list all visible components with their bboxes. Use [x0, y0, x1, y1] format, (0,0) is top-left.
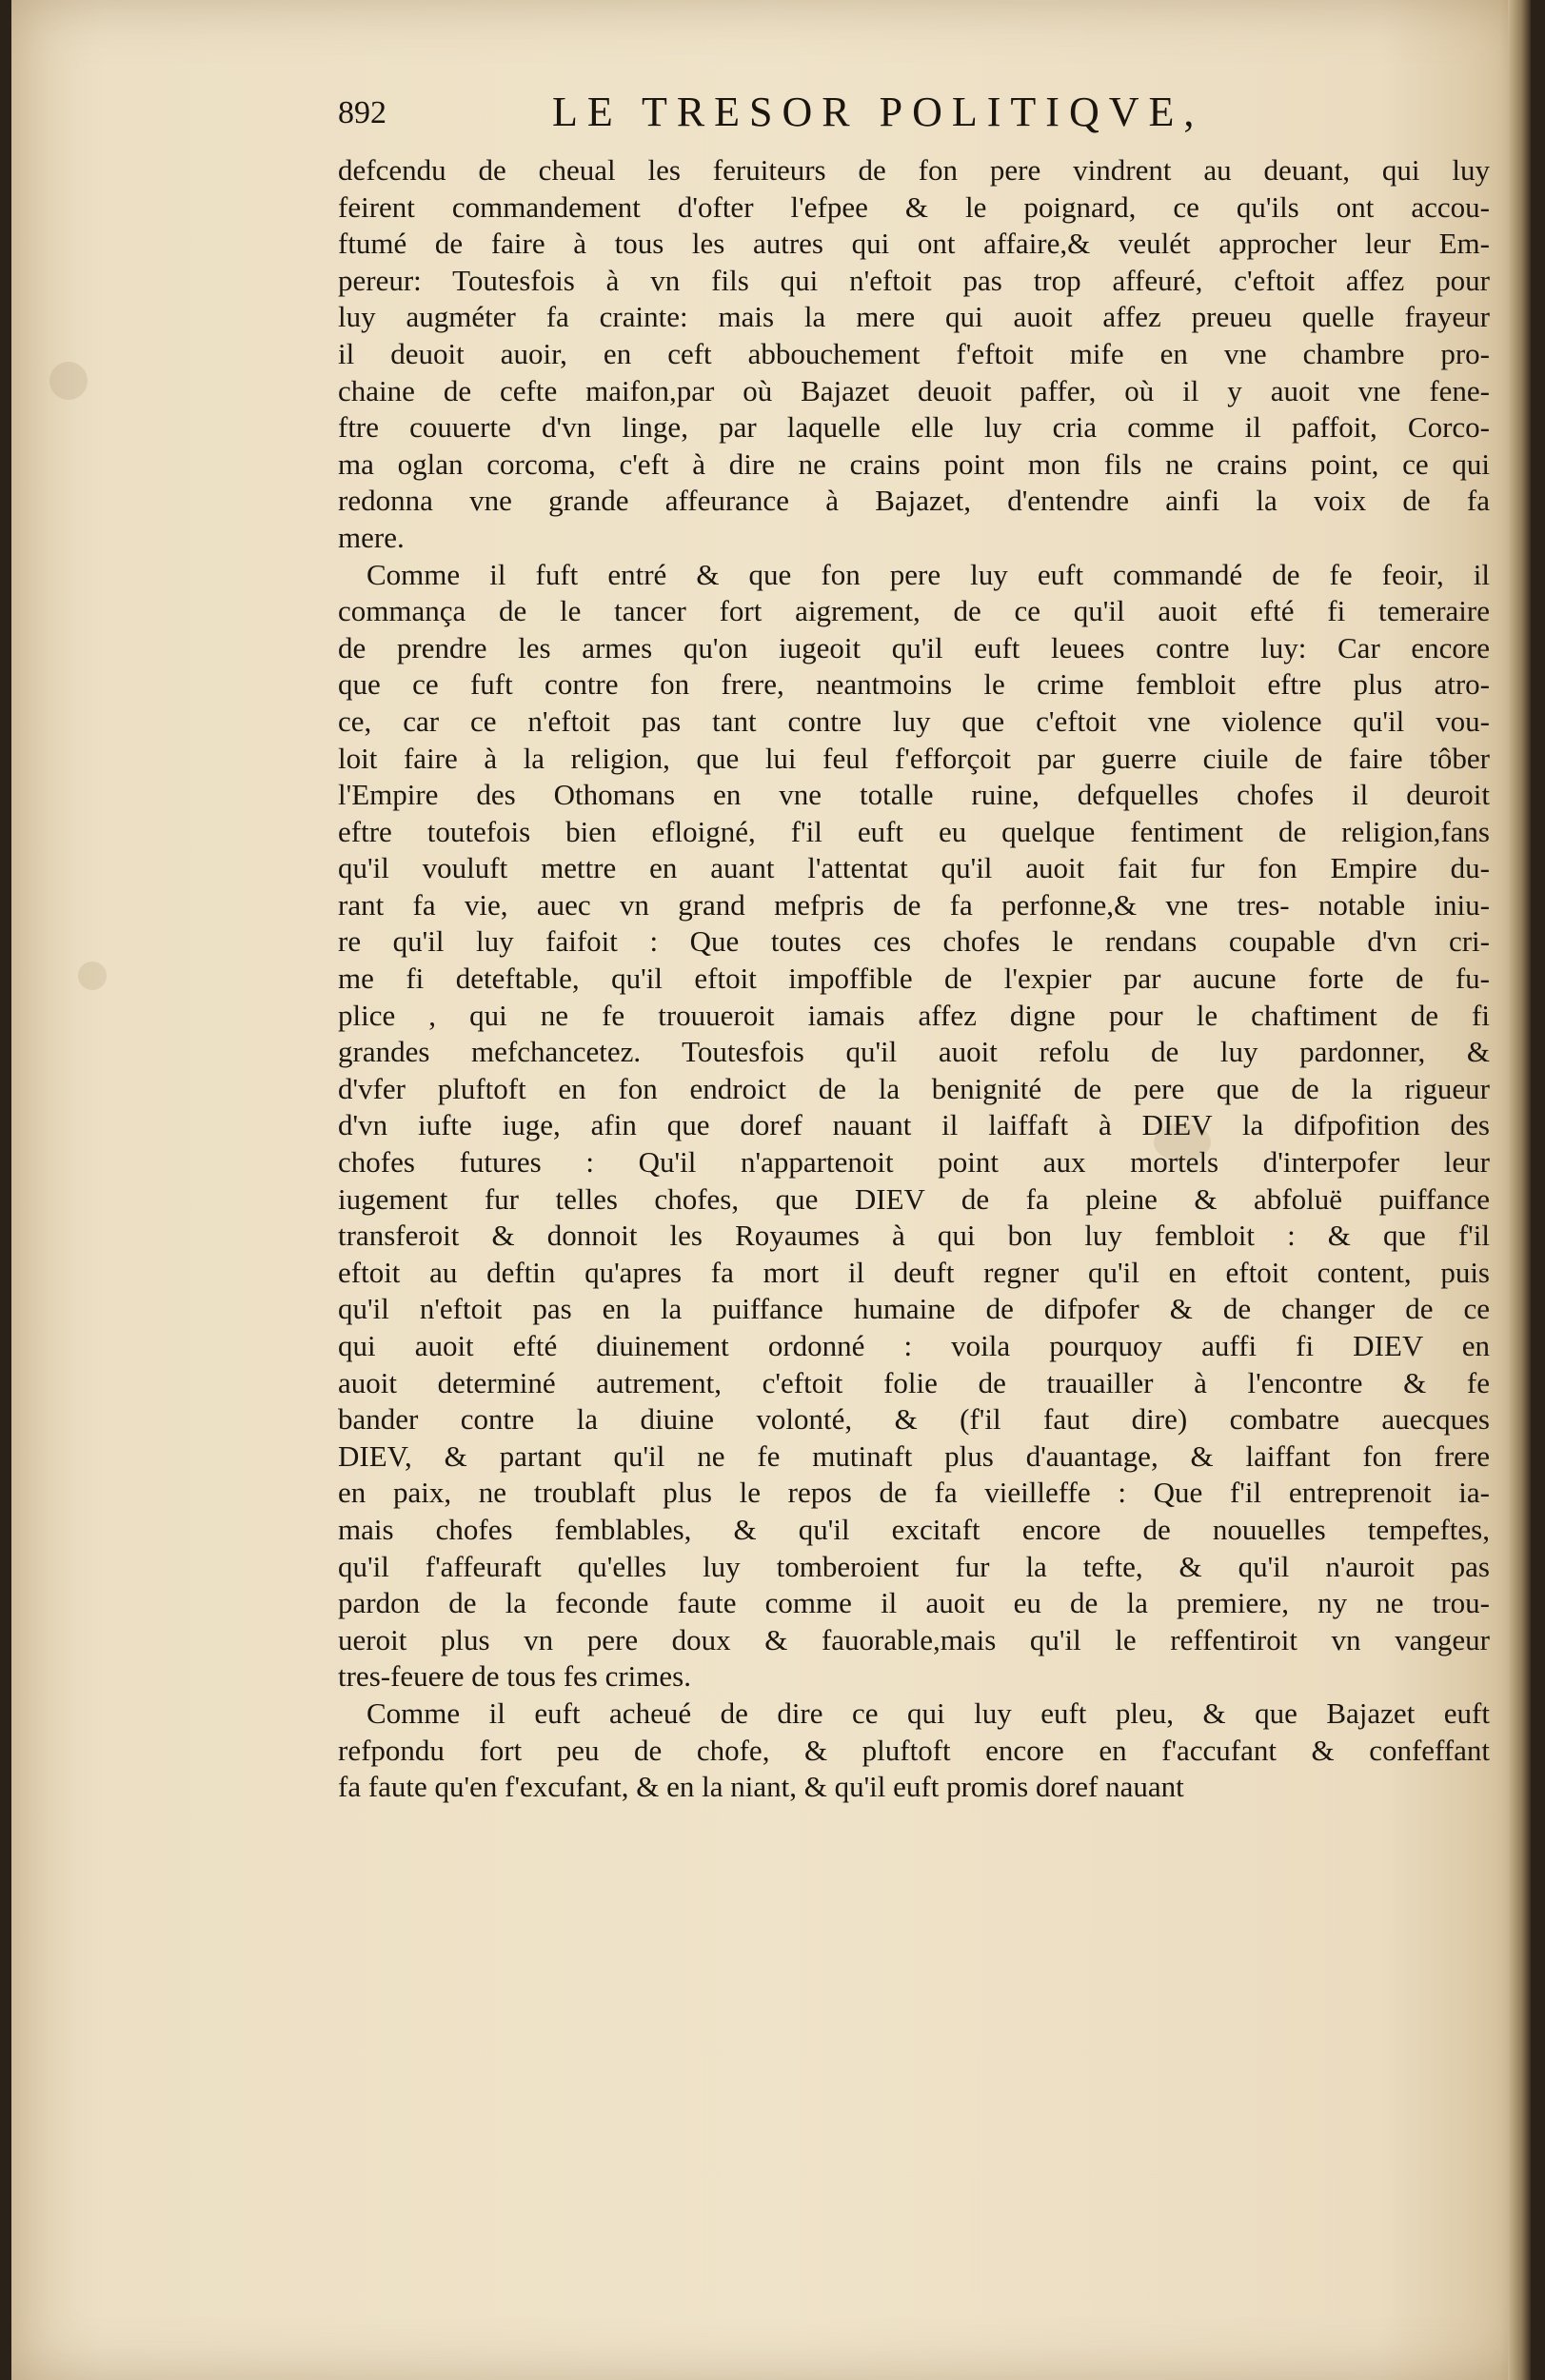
- text-line: qu'il n'eftoit pas en la puiffance humaine de difpofer & de changer de ce: [338, 1292, 1490, 1326]
- text-line: d'vfer pluftoft en fon endroict de la benignité de pere que de la rigueur: [338, 1071, 1490, 1105]
- text-line: plice , qui ne fe trouueroit iamais affez digne pour le chaftiment de fi: [338, 998, 1490, 1032]
- text-line: tres-feuere de tous fes crimes.: [338, 1659, 691, 1694]
- text-line: ma oglan corcoma, c'eft à dire ne crains point mon fils ne crains point, ce qui: [338, 446, 1490, 481]
- text-line: iugement fur telles chofes, que DIEV de fa pleine & abfoluë puiffance: [338, 1181, 1490, 1216]
- text-line: qui auoit efté diuinement ordonné : voila pourquoy auffi fi DIEV en: [338, 1329, 1490, 1362]
- text-line: re qu'il luy faifoit : Que toutes ces chofes le rendans coupable d'vn cri-: [338, 924, 1490, 959]
- text-line: redonna vne grande affeurance à Bajazet, d'entendre ainfi la voix de fa: [338, 484, 1490, 518]
- text-line: pereur: Toutesfois à vn fils qui n'eftoit pas trop affeuré, c'eftoit affez pour: [338, 263, 1490, 297]
- text-line: d'vn iufte iuge, afin que doref nauant il laiffaft à DIEV la difpofition des: [338, 1108, 1490, 1142]
- text-line: grandes mefchancetez. Toutesfois qu'il auoit refolu de luy pardonner, &: [338, 1035, 1490, 1069]
- paragraph: [338, 152, 1490, 557]
- running-title: LE TRESOR POLITIQVE,: [552, 89, 1204, 135]
- text-line: me fi deteftable, qu'il eftoit impoffible de l'expier par aucune forte de fu-: [338, 962, 1490, 996]
- text-line: mere.: [338, 520, 405, 554]
- text-line: transferoit & donnoit les Royaumes à qui bon luy fembloit : & que f'il: [338, 1219, 1490, 1253]
- text-line: bander contre la diuine volonté, & (f'il faut dire) combatre auecques: [338, 1402, 1490, 1437]
- text-line: qu'il f'affeuraft qu'elles luy tomberoient fur la tefte, & qu'il n'auroit pas: [338, 1549, 1490, 1583]
- body-text: [338, 152, 1490, 1806]
- text-line: qu'il vouluft mettre en auant l'attentat qu'il auoit fait fur fon Empire du-: [338, 851, 1490, 885]
- page-header: [338, 88, 1490, 149]
- text-line: eftre toutefois bien efloigné, f'il euft eu quelque fentiment de religion,fans: [338, 814, 1490, 848]
- paragraph: [338, 557, 1490, 1696]
- text-line: DIEV, & partant qu'il ne fe mutinaft plus d'auantage, & laiffant fon frere: [338, 1438, 1490, 1473]
- text-line: mais chofes femblables, & qu'il excitaft encore de nouuelles tempeftes,: [338, 1512, 1490, 1546]
- text-line: eftoit au deftin qu'apres fa mort il deuft regner qu'il en eftoit content, puis: [338, 1255, 1490, 1289]
- text-line: de prendre les armes qu'on iugeoit qu'il euft leuees contre luy: Car encore: [338, 630, 1490, 664]
- text-line: chofes futures : Qu'il n'appartenoit point aux mortels d'interpofer leur: [338, 1145, 1490, 1180]
- text-line: rant fa vie, auec vn grand mefpris de fa perfonne,& vne tres- notable iniu-: [338, 887, 1490, 922]
- text-line: ftumé de faire à tous les autres qui ont affaire,& veulét approcher leur Em-: [338, 227, 1490, 261]
- text-line: Comme il fuft entré & que fon pere luy euft commandé de fe feoir, il: [366, 557, 1490, 591]
- paper-stain: [50, 362, 88, 400]
- paragraph: [338, 1696, 1490, 1806]
- text-line: feirent commandement d'ofter l'efpee & le poignard, ce qu'ils ont accou-: [338, 189, 1490, 224]
- paper-stain: [78, 962, 107, 990]
- text-line: pardon de la feconde faute comme il auoit eu de la premiere, ny ne trou-: [338, 1586, 1490, 1620]
- text-line: luy augméter fa crainte: mais la mere qui auoit affez preueu quelle frayeur: [338, 300, 1490, 334]
- text-line: en paix, ne troublaft plus le repos de fa vieilleffe : Que f'il entreprenoit ia-: [338, 1476, 1490, 1510]
- page-number: 892: [338, 95, 386, 130]
- text-line: que ce fuft contre fon frere, neantmoins le crime fembloit eftre plus atro-: [338, 667, 1490, 702]
- text-line: chaine de cefte maifon,par où Bajazet deuoit paffer, où il y auoit vne fene-: [338, 373, 1490, 407]
- text-line: auoit determiné autrement, c'eftoit folie de trauailler à l'encontre & fe: [338, 1365, 1490, 1399]
- text-line: refpondu fort peu de chofe, & pluftoft encore en f'accufant & confeffant: [338, 1733, 1490, 1767]
- book-spine-edge: [1508, 0, 1531, 2380]
- text-line: defcendu de cheual les feruiteurs de fon pere vindrent au deuant, qui luy: [338, 153, 1490, 187]
- text-line: Comme il euft acheué de dire ce qui luy euft pleu, & que Bajazet euft: [366, 1696, 1490, 1730]
- text-line: ueroit plus vn pere doux & fauorable,mais qu'il le reffentiroit vn vangeur: [338, 1622, 1490, 1656]
- text-line: commança de le tancer fort aigrement, de ce qu'il auoit efté fi temeraire: [338, 594, 1490, 628]
- text-line: il deuoit auoir, en ceft abbouchement f'eftoit mife en vne chambre pro-: [338, 336, 1490, 370]
- text-line: fa faute qu'en f'excufant, & en la niant, & qu'il euft promis doref nauant: [338, 1770, 1184, 1804]
- text-line: ftre couuerte d'vn linge, par laquelle elle luy cria comme il paffoit, Corco-: [338, 410, 1490, 445]
- text-line: l'Empire des Othomans en vne totalle ruine, defquelles chofes il deuroit: [338, 778, 1490, 812]
- text-line: ce, car ce n'eftoit pas tant contre luy que c'eftoit vne violence qu'il vou-: [338, 704, 1490, 738]
- text-line: loit faire à la religion, que lui feul f'efforçoit par guerre ciuile de faire tôber: [338, 741, 1490, 775]
